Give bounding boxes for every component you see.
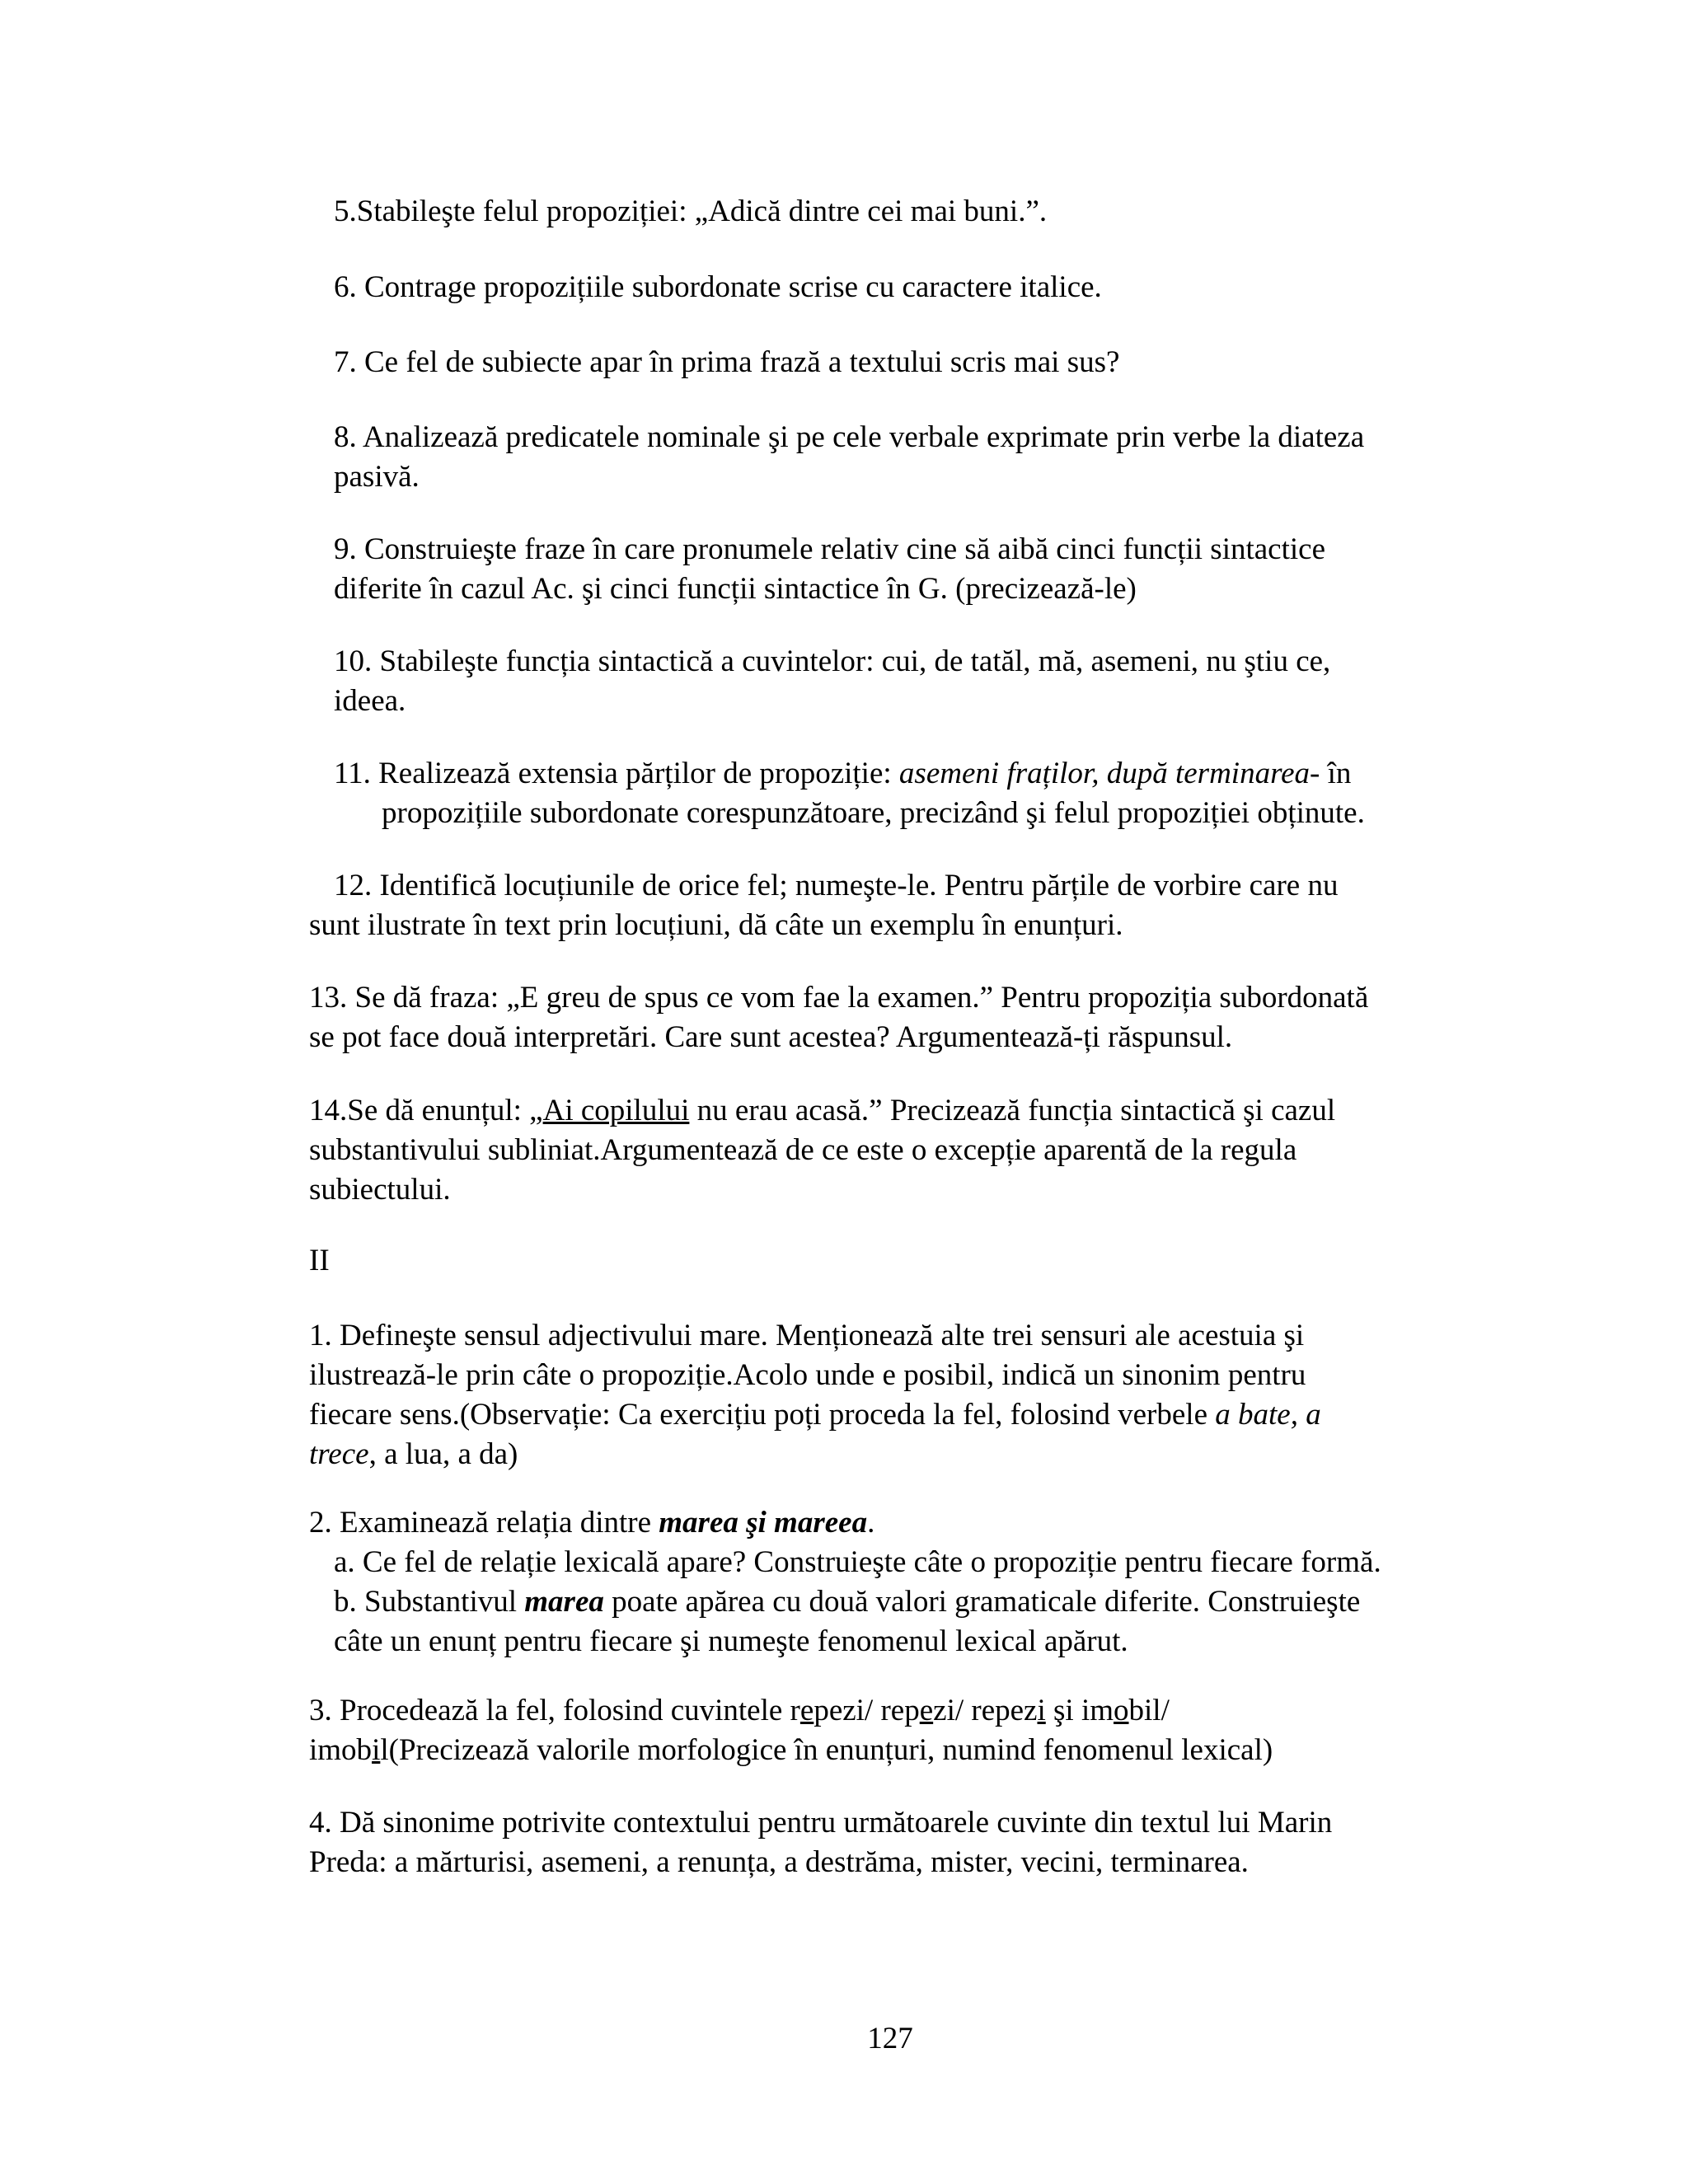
exercise-2b-prefix: b. Substantivul: [334, 1585, 525, 1619]
exercise-3-line-2-text-2: l(Precizează valorile morfologice în enunțuri, numind fenomenul lexical): [380, 1733, 1273, 1767]
question-14-line-1: [309, 1091, 1335, 1131]
question-11: [334, 754, 1365, 833]
exercise-1: [309, 1316, 1321, 1474]
exercise-1-line-3-italic: a bate, a: [1215, 1398, 1321, 1432]
question-12-line-1: 12. Identifică locuțiunile de orice fel; numeşte-le. Pentru părțile de vorbire care nu: [334, 869, 1339, 902]
question-11-suffix: în: [1320, 757, 1352, 790]
question-12: [309, 866, 1338, 945]
exercise-2b-line-1: [309, 1582, 1381, 1622]
question-14-prefix: 14.Se dă enunțul: „: [309, 1094, 543, 1127]
exercise-2b-suffix: poate apărea cu două valori gramaticale diferite. Construieşte: [603, 1585, 1361, 1619]
exercise-3-underlined-1: e: [799, 1694, 814, 1727]
exercise-3-underlined-2: e: [919, 1694, 934, 1727]
question-13-line-1: 13. Se dă fraza: „E greu de spus ce vom fae la examen.” Pentru propoziția subordonată: [309, 981, 1369, 1015]
exercise-2-prefix: 2. Examinează relația dintre: [309, 1506, 659, 1540]
question-11-italic-phrase: asemeni fraților, după terminarea-: [898, 757, 1320, 790]
question-10-line-2: ideea.: [334, 684, 406, 718]
exercise-3-underlined-3: i: [1037, 1694, 1046, 1727]
exercise-2-bold-phrase: marea şi mareea: [659, 1506, 868, 1540]
question-8-line-1: 8. Analizează predicatele nominale şi pe cele verbale exprimate prin verbe la diateza: [334, 420, 1365, 454]
exercise-3-line-2: [309, 1731, 1273, 1770]
exercise-3-underlined-4: o: [1114, 1694, 1129, 1727]
exercise-1-line-4-text: , a lua, a da): [368, 1437, 518, 1471]
question-9-line-1: 9. Construieşte fraze în care pronumele relativ cine să aibă cinci funcții sintactice: [334, 532, 1326, 566]
exercise-2-line-1: [309, 1503, 1381, 1543]
question-11-line-2: propozițiile subordonate corespunzătoare, precizând şi felul propoziției obținute.: [382, 796, 1365, 830]
question-5: 5.Stabileşte felul propoziției: „Adică dintre cei mai buni.”.: [334, 194, 1048, 228]
question-7: 7. Ce fel de subiecte apar în prima frază a textului scris mai sus?: [334, 345, 1120, 379]
question-14-suffix: nu erau acasă.” Precizează funcția sintactică şi cazul: [689, 1094, 1336, 1127]
exercise-3-line-1: [309, 1691, 1273, 1731]
exercise-3-text-1: 3. Procedează la fel, folosind cuvintele r: [309, 1694, 800, 1727]
page-number: 127: [867, 2022, 913, 2055]
question-13: [309, 978, 1368, 1057]
exercise-3-text-2: pezi/ rep: [814, 1694, 920, 1727]
exercise-1-line-4: [309, 1435, 1321, 1474]
question-9: [334, 530, 1325, 609]
question-11-line-1: [334, 754, 1365, 794]
exercise-2b-line-2: câte un enunț pentru fiecare şi numeşte fenomenul lexical apărut.: [334, 1624, 1128, 1658]
exercise-1-line-3: [309, 1395, 1321, 1435]
exercise-1-line-1: 1. Defineşte sensul adjectivului mare. Menționează alte trei sensuri ale acestuia şi: [309, 1319, 1305, 1352]
exercise-1-line-4-italic: trece: [309, 1437, 369, 1471]
question-9-line-2: diferite în cazul Ac. şi cinci funcții sintactice în G. (precizează-le): [334, 572, 1137, 606]
exercise-3-line-2-text-1: imob: [309, 1733, 373, 1767]
question-14-line-2: substantivului subliniat.Argumentează de ce este o excepție aparentă de la regula: [309, 1133, 1297, 1167]
question-14-line-3: subiectului.: [309, 1173, 451, 1207]
question-11-prefix: 11. Realizează extensia părților de propoziție:: [334, 757, 899, 790]
exercise-3-text-4: şi im: [1045, 1694, 1114, 1727]
exercise-3-text-5: bil/: [1128, 1694, 1170, 1727]
exercise-3-text-3: zi/ repez: [933, 1694, 1038, 1727]
question-8: [334, 418, 1364, 497]
exercise-3: [309, 1691, 1273, 1770]
exercise-1-line-2: ilustrează-le prin câte o propoziție.Acolo unde e posibil, indică un sinonim pentru: [309, 1358, 1306, 1392]
question-8-line-2: pasivă.: [334, 460, 420, 494]
exercise-4: [309, 1803, 1332, 1882]
exercise-4-line-1: 4. Dă sinonime potrivite contextului pentru următoarele cuvinte din textul lui Marin: [309, 1806, 1333, 1840]
exercise-1-line-3-text: fiecare sens.(Observație: Ca exercițiu poți proceda la fel, folosind verbele: [309, 1398, 1216, 1432]
exercise-2a: a. Ce fel de relație lexicală apare? Construieşte câte o propoziție pentru fiecare formă.: [334, 1545, 1381, 1579]
question-10-line-1: 10. Stabileşte funcția sintactică a cuvintelor: cui, de tatăl, mă, asemeni, nu ştiu ce,: [334, 644, 1331, 678]
exercise-2b-bold-word: marea: [524, 1585, 604, 1619]
question-12-line-2: sunt ilustrate în text prin locuțiuni, dă câte un exemplu în enunțuri.: [309, 908, 1123, 942]
question-14-underlined-phrase: Ai copilului: [542, 1094, 690, 1127]
question-6: 6. Contrage propozițiile subordonate scrise cu caractere italice.: [334, 270, 1102, 304]
exercise-3-line-2-underlined: i: [372, 1733, 381, 1767]
section-heading-2: II: [309, 1244, 330, 1277]
question-10: [334, 642, 1330, 721]
exercise-2-suffix: .: [867, 1506, 875, 1540]
question-14: [309, 1091, 1335, 1210]
question-13-line-2: se pot face două interpretări. Care sunt acestea? Argumentează-ți răspunsul.: [309, 1020, 1233, 1054]
exercise-2: [309, 1503, 1381, 1661]
exercise-4-line-2: Preda: a mărturisi, asemeni, a renunța, a destrăma, mister, vecini, terminarea.: [309, 1845, 1249, 1879]
